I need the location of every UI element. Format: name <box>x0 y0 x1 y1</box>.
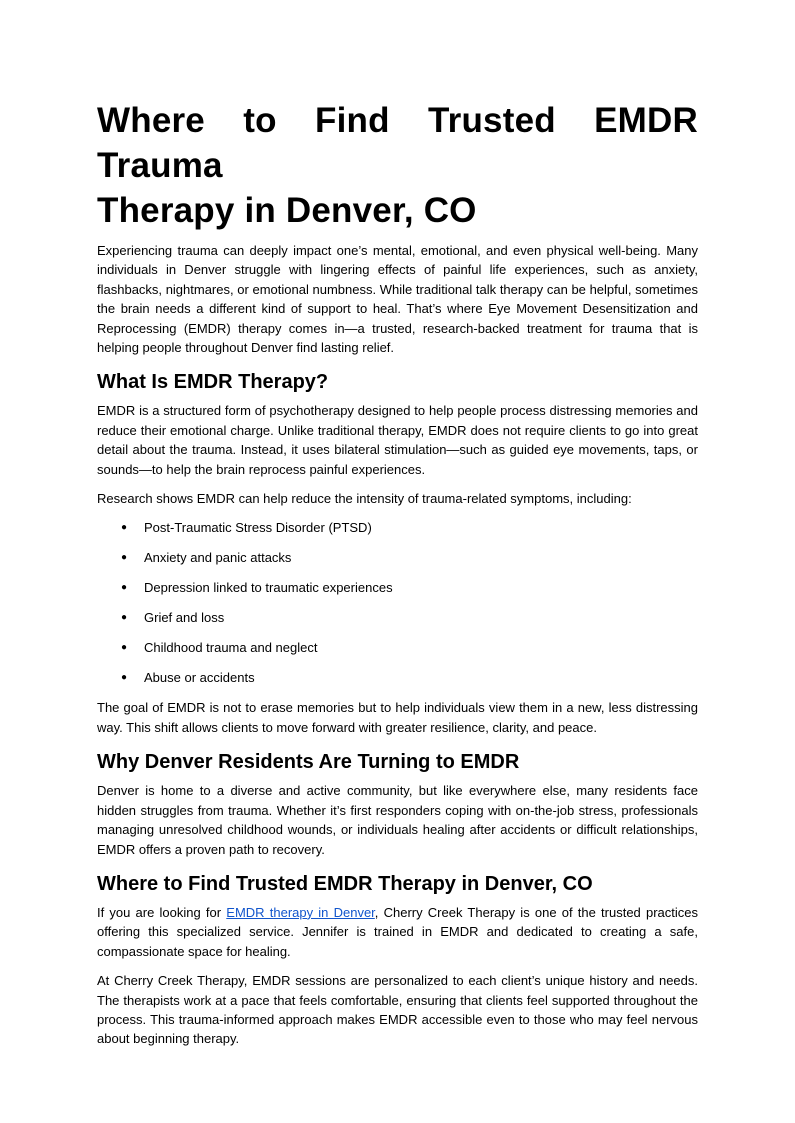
intro-paragraph: Experiencing trauma can deeply impact one’s mental, emotional, and even physical well-being. Many individuals in Denver struggle with lingering effects of painful life experiences, such as anxiety, flashbacks, nightmares, or emotional numbness. While traditional talk therapy can be helpful, sometimes the brain needs a different kind of support to heal. That’s where Eye Movement Desensitization and Reprocessing (EMDR) therapy comes in—a trusted, research-backed treatment for trauma that is helping people throughout Denver find lasting relief. <box>97 243 698 356</box>
list-item: ● Grief and loss <box>121 610 225 626</box>
list-item: ● Childhood trauma and neglect <box>121 640 318 656</box>
section-heading-why-denver: Why Denver Residents Are Turning to EMDR <box>97 751 520 774</box>
list-item: ● Abuse or accidents <box>121 670 255 686</box>
list-item: ● Anxiety and panic attacks <box>121 550 292 566</box>
symptoms-list <box>97 518 698 687</box>
section1-paragraph-3: The goal of EMDR is not to erase memories but to help individuals view them in a new, less distressing way. This shift allows clients to move forward with greater resilience, clarity, and peace. <box>97 700 698 735</box>
section2-paragraph-1: Denver is home to a diverse and active community, but like everywhere else, many residents face hidden struggles from trauma. Whether it’s first responders coping with on-the-job stress, professionals managing unresolved childhood wounds, or individuals healing after accidents or difficult relationships, EMDR offers a proven path to recovery. <box>97 783 698 857</box>
bullet-icon: ● <box>121 552 128 564</box>
bullet-icon: ● <box>121 672 128 684</box>
section3-paragraph-2: At Cherry Creek Therapy, EMDR sessions are personalized to each client’s unique history and needs. The therapists work at a pace that feels comfortable, ensuring that clients feel supported throughout the process. This trauma-informed approach makes EMDR accessible even to those who may feel nervous about beginning therapy. <box>97 973 698 1047</box>
list-item: ● Post-Traumatic Stress Disorder (PTSD) <box>121 520 372 536</box>
bullet-icon: ● <box>121 582 128 594</box>
page-title-line-1: Where to Find Trusted EMDR Trauma <box>97 101 698 185</box>
bullet-icon: ● <box>121 522 128 534</box>
page-title <box>97 98 698 233</box>
section-heading-where-to-find: Where to Find Trusted EMDR Therapy in Denver, CO <box>97 872 593 895</box>
section1-paragraph-1: EMDR is a structured form of psychotherapy designed to help people process distressing memories and reduce their emotional charge. Unlike traditional therapy, EMDR does not require clients to go into great detail about the trauma. Instead, it uses bilateral stimulation—such as guided eye movements, taps, or sounds—to help the brain reprocess painful experiences. <box>97 403 698 477</box>
bullet-icon: ● <box>121 612 128 624</box>
section1-paragraph-2: Research shows EMDR can help reduce the intensity of trauma-related symptoms, including: <box>97 491 632 507</box>
bullet-icon: ● <box>121 642 128 654</box>
page-title-line-2: Therapy in Denver, CO <box>97 191 477 230</box>
section3-paragraph-1: If you are looking for EMDR therapy in Denver, Cherry Creek Therapy is one of the trusted practices offering this specialized service. Jennifer is trained in EMDR and dedicated to creating a safe, compassionate space for healing. <box>97 904 698 959</box>
section-heading-what-is-emdr: What Is EMDR Therapy? <box>97 371 329 394</box>
emdr-therapy-denver-link[interactable]: EMDR therapy in Denver <box>226 904 375 920</box>
list-item: ● Depression linked to traumatic experiences <box>121 580 393 596</box>
